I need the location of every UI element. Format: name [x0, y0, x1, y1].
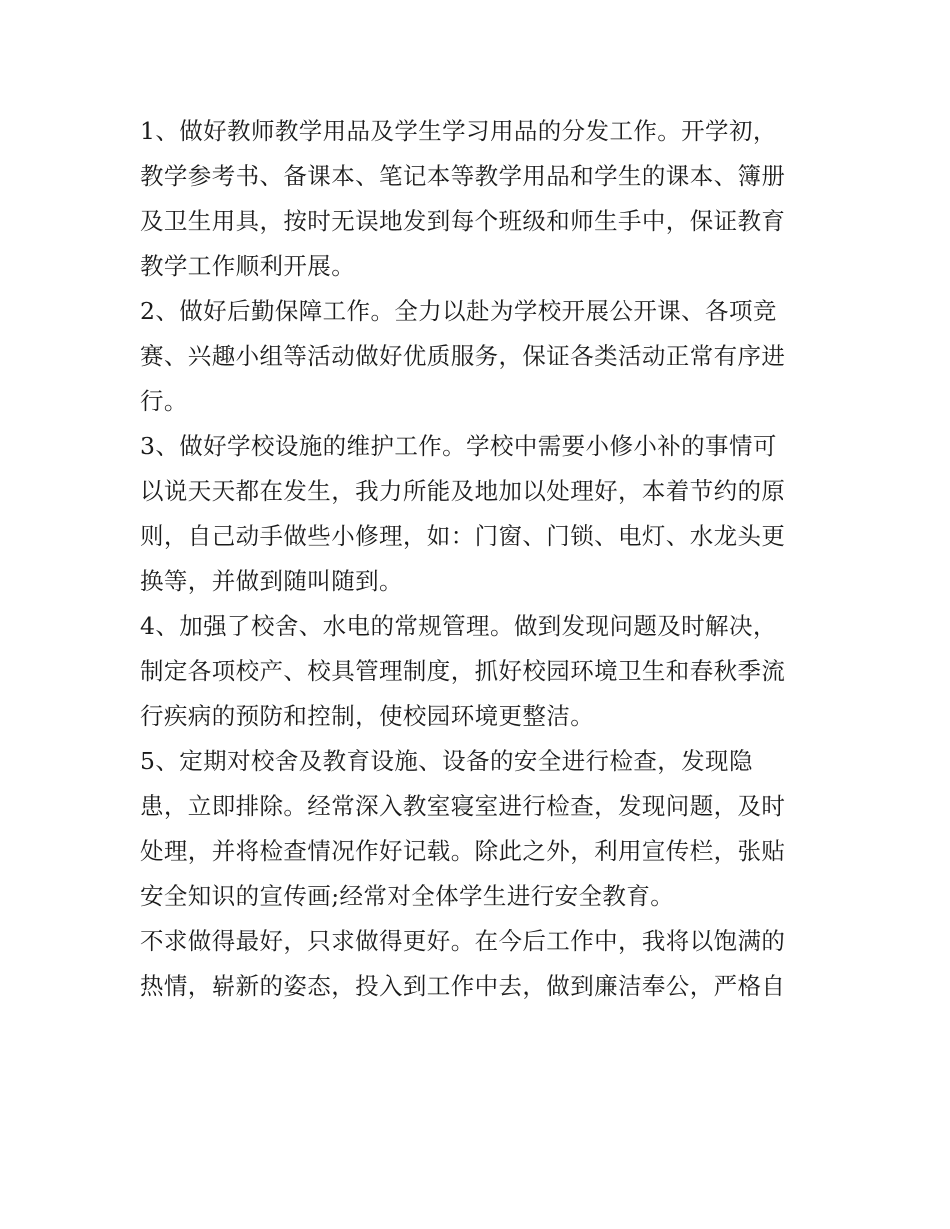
text-line: 处理，并将检查情况作好记载。除此之外，利用宣传栏，张贴 — [140, 837, 786, 865]
text-line: 热情，崭新的姿态，投入到工作中去，做到廉洁奉公，严格自 — [140, 972, 786, 1000]
text-line: 教学参考书、备课本、笔记本等教学用品和学生的课本、簿册 — [140, 162, 786, 190]
text-line: 及卫生用具，按时无误地发到每个班级和师生手中，保证教育 — [140, 207, 786, 235]
text-line: 赛、兴趣小组等活动做好优质服务，保证各类活动正常有序进 — [140, 342, 786, 370]
text-line: 制定各项校产、校具管理制度，抓好校园环境卫生和春秋季流 — [140, 657, 786, 685]
paragraph-2 — [140, 289, 820, 424]
text-line: 安全知识的宣传画;经常对全体学生进行安全教育。 — [140, 882, 675, 910]
text-line: 患，立即排除。经常深入教室寝室进行检查，发现问题，及时 — [140, 792, 786, 820]
text-line: 1、做好教师教学用品及学生学习用品的分发工作。开学初， — [140, 117, 777, 145]
text-line: 5、定期对校舍及教育设施、设备的安全进行检查，发现隐 — [140, 747, 753, 775]
text-line: 4、加强了校舍、水电的常规管理。做到发现问题及时解决， — [140, 612, 777, 640]
text-line: 3、做好学校设施的维护工作。学校中需要小修小补的事情可 — [140, 432, 777, 460]
paragraph-4 — [140, 604, 820, 739]
paragraph-1 — [140, 109, 820, 289]
text-line: 行。 — [140, 387, 188, 415]
paragraph-3 — [140, 424, 820, 604]
document-body — [140, 109, 820, 1009]
text-line: 行疾病的预防和控制，使校园环境更整洁。 — [140, 702, 595, 730]
text-line: 教学工作顺利开展。 — [140, 252, 356, 280]
paragraph-5 — [140, 739, 820, 919]
paragraph-6 — [140, 919, 820, 1009]
text-line: 以说天天都在发生，我力所能及地加以处理好，本着节约的原 — [140, 477, 786, 505]
text-line: 换等，并做到随叫随到。 — [140, 567, 403, 595]
text-line: 2、做好后勤保障工作。全力以赴为学校开展公开课、各项竞 — [140, 297, 777, 325]
text-line: 不求做得最好，只求做得更好。在今后工作中，我将以饱满的 — [140, 927, 786, 955]
text-line: 则，自己动手做些小修理，如：门窗、门锁、电灯、水龙头更 — [140, 522, 786, 550]
